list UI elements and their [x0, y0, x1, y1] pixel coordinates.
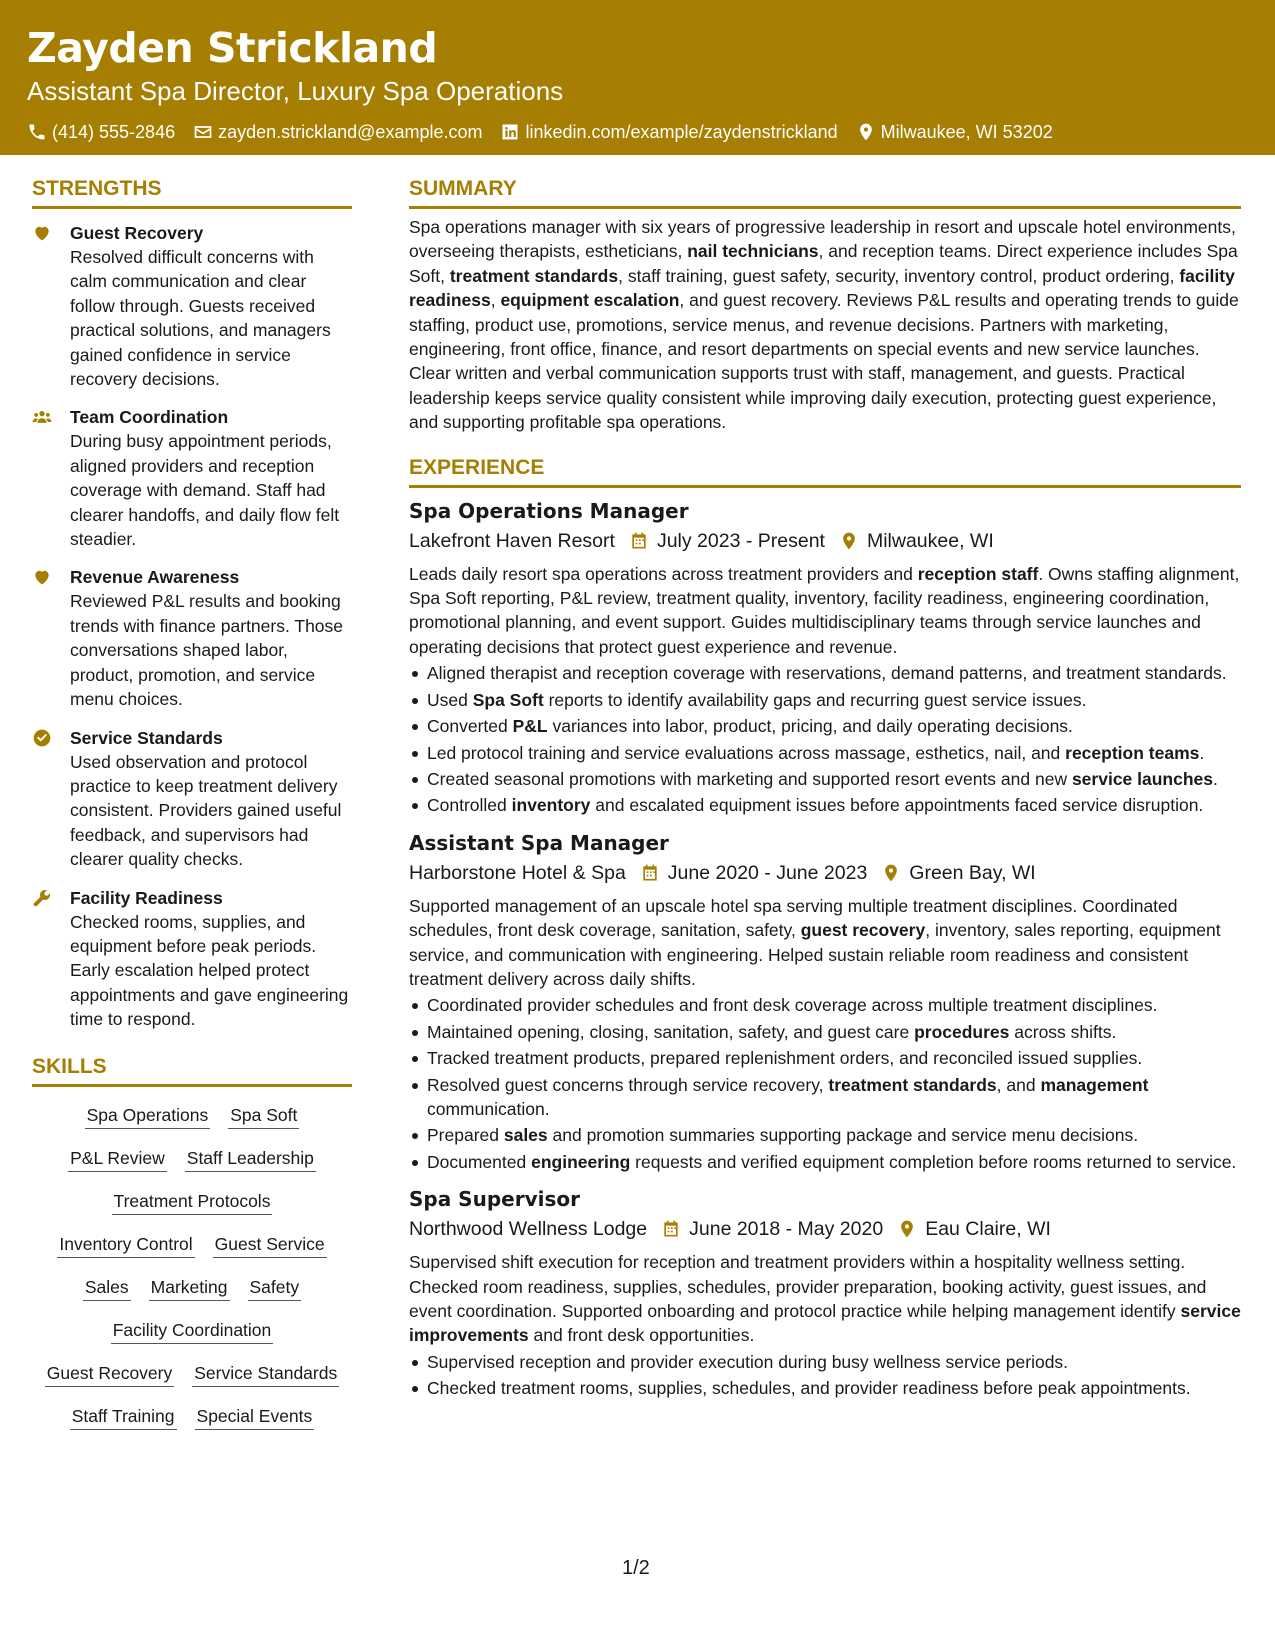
skill-tag: Guest Recovery	[45, 1361, 174, 1387]
heart-icon	[32, 567, 52, 587]
candidate-name: Zayden Strickland	[27, 24, 438, 72]
job-bullet: Checked treatment rooms, supplies, schedules, and provider readiness before peak appointments.	[409, 1376, 1241, 1400]
skill-tag: Spa Soft	[228, 1103, 299, 1129]
skill-tag: Marketing	[149, 1275, 230, 1301]
job-bullet: Prepared sales and promotion summaries supporting package and service menu decisions.	[409, 1123, 1241, 1147]
strength-body	[70, 565, 352, 711]
calendar-icon	[640, 863, 660, 883]
strength-item	[32, 726, 352, 872]
contact-phone[interactable]	[27, 120, 175, 144]
skill-tag: Safety	[248, 1275, 302, 1301]
strength-title: Service Standards	[70, 727, 223, 748]
linkedin-text: linkedin.com/example/zaydenstrickland	[525, 122, 838, 142]
contact-linkedin[interactable]	[500, 120, 837, 144]
page-number: 1/2	[622, 1557, 650, 1579]
strength-body	[70, 405, 352, 551]
skills-list	[32, 1103, 352, 1430]
skill-row	[32, 1146, 352, 1172]
strength-item	[32, 221, 352, 391]
skills-heading: SKILLS	[32, 1054, 352, 1087]
skill-row	[32, 1189, 352, 1215]
skill-tag: Service Standards	[192, 1361, 339, 1387]
skill-tag: Staff Training	[70, 1404, 177, 1430]
heart-icon	[32, 223, 52, 243]
strength-body	[70, 221, 352, 391]
strength-desc: Resolved difficult concerns with calm communication and clear follow through. Guests received practical solutions, and managers gained confidence in service recovery decisions.	[70, 247, 331, 390]
job-bullet: Supervised reception and provider execution during busy wellness service periods.	[409, 1350, 1241, 1374]
calendar-icon	[661, 1219, 681, 1239]
strength-title: Guest Recovery	[70, 223, 204, 243]
calendar-icon	[629, 531, 649, 551]
wrench-icon	[32, 888, 52, 908]
skill-row	[32, 1103, 352, 1129]
job-bullet: Resolved guest concerns through service recovery, treatment standards, and management communication.	[409, 1073, 1241, 1122]
left-column	[32, 176, 352, 1447]
skill-tag: Facility Coordination	[111, 1318, 274, 1344]
skill-row	[32, 1404, 352, 1430]
job-location: Green Bay, WI	[909, 861, 1036, 884]
candidate-title: Assistant Spa Director, Luxury Spa Operations	[27, 76, 564, 106]
job-company: Harborstone Hotel & Spa	[409, 861, 626, 884]
skill-tag: P&L Review	[68, 1146, 167, 1172]
job-entry	[409, 1184, 1241, 1400]
skill-tag: Sales	[83, 1275, 131, 1301]
strength-title: Team Coordination	[70, 407, 229, 428]
strength-item	[32, 565, 352, 711]
skill-tag: Spa Operations	[85, 1103, 211, 1129]
strength-desc: Checked rooms, supplies, and equipment before peak periods. Early escalation helped protect appointments and gave engineering time to respond.	[70, 911, 349, 1030]
right-column	[409, 176, 1241, 1403]
strengths-heading: STRENGTHS	[32, 176, 352, 209]
job-bullet: Coordinated provider schedules and front desk coverage across multiple treatment disciplines.	[409, 993, 1241, 1017]
contact-email[interactable]	[193, 120, 482, 144]
experience-list	[409, 496, 1241, 1401]
strength-body	[70, 726, 352, 872]
skill-tag: Special Events	[195, 1404, 315, 1430]
job-dates: June 2018 - May 2020	[689, 1218, 884, 1241]
job-bullets	[409, 1350, 1241, 1401]
strength-title: Facility Readiness	[70, 887, 223, 908]
resume-header	[0, 0, 1275, 155]
strength-item	[32, 886, 352, 1032]
strength-title: Revenue Awareness	[70, 567, 240, 588]
skill-row	[32, 1361, 352, 1387]
phone-icon	[27, 122, 47, 142]
job-bullet: Used Spa Soft reports to identify availability gaps and recurring guest service issues.	[409, 688, 1241, 712]
job-location: Milwaukee, WI	[866, 529, 994, 552]
job-title: Assistant Spa Manager	[409, 830, 669, 855]
linkedin-icon	[500, 122, 520, 142]
job-meta	[409, 858, 1241, 888]
job-dates: June 2020 - June 2023	[667, 861, 868, 884]
map-pin-icon	[881, 863, 901, 883]
skill-tag: Inventory Control	[57, 1232, 194, 1258]
strength-icon-wrap	[32, 565, 70, 711]
strength-desc: Reviewed P&L results and booking trends with finance partners. Those conversations shaped labor, product, promotion, and service menu choices.	[70, 591, 344, 710]
strength-item	[32, 405, 352, 551]
job-entry	[409, 828, 1241, 1174]
map-pin-icon	[839, 531, 859, 551]
job-bullets	[409, 993, 1241, 1174]
job-dates: July 2023 - Present	[656, 529, 825, 552]
strength-icon-wrap	[32, 221, 70, 391]
phone-text: (414) 555-2846	[52, 122, 176, 142]
strengths-list	[32, 221, 352, 1032]
map-pin-icon	[856, 122, 876, 142]
job-bullet: Aligned therapist and reception coverage with reservations, demand patterns, and treatment standards.	[409, 661, 1241, 685]
job-company: Lakefront Haven Resort	[409, 529, 615, 552]
contact-location	[856, 120, 1053, 144]
strength-desc: Used observation and protocol practice to keep treatment delivery consistent. Providers gained useful feedback, and supervisors had clearer quality checks.	[70, 751, 342, 870]
job-bullet: Created seasonal promotions with marketing and supported resort events and new service launches.	[409, 767, 1241, 791]
location-text: Milwaukee, WI 53202	[880, 122, 1053, 142]
email-text: zayden.strickland@example.com	[218, 122, 483, 142]
envelope-icon	[193, 122, 213, 142]
job-company: Northwood Wellness Lodge	[409, 1218, 648, 1241]
job-title: Spa Operations Manager	[409, 498, 689, 523]
job-description: Supported management of an upscale hotel spa serving multiple treatment disciplines. Coordinated schedules, front desk coverage, sanitation, safety, guest recovery, inventory, sales reporting, equipment service, and communication with engineering. Helped sustain reliable room readiness and consistent treatment delivery across daily shifts.	[409, 895, 1221, 989]
skill-row	[32, 1232, 352, 1258]
strength-icon-wrap	[32, 886, 70, 1032]
job-bullet: Tracked treatment products, prepared replenishment orders, and reconciled issued supplies.	[409, 1046, 1241, 1070]
job-title: Spa Supervisor	[409, 1187, 580, 1212]
job-location: Eau Claire, WI	[925, 1218, 1051, 1241]
skill-row	[32, 1275, 352, 1301]
skill-tag: Guest Service	[213, 1232, 327, 1258]
job-bullet: Controlled inventory and escalated equipment issues before appointments faced service disruption.	[409, 793, 1241, 817]
skill-tag: Staff Leadership	[185, 1146, 316, 1172]
job-bullet: Documented engineering requests and verified equipment completion before rooms returned to service.	[409, 1150, 1241, 1174]
summary-heading: SUMMARY	[409, 176, 1241, 209]
job-entry	[409, 496, 1241, 818]
job-bullet: Led protocol training and service evaluations across massage, esthetics, nail, and reception teams.	[409, 741, 1241, 765]
skill-row	[32, 1318, 352, 1344]
job-description: Supervised shift execution for reception and treatment providers within a hospitality wellness setting. Checked room readiness, supplies, schedules, provider preparation, booking activity, guest issues, and event coordination. Supported onboarding and protocol practice while helping management identify service improvements and front desk opportunities.	[409, 1252, 1241, 1346]
strength-desc: During busy appointment periods, aligned providers and reception coverage with demand. Staff had clearer handoffs, and daily flow felt steadier.	[70, 431, 340, 550]
job-bullets	[409, 661, 1241, 817]
experience-heading: EXPERIENCE	[409, 455, 1241, 488]
strength-icon-wrap	[32, 405, 70, 551]
strength-icon-wrap	[32, 726, 70, 872]
job-bullet: Converted P&L variances into labor, product, pricing, and daily operating decisions.	[409, 714, 1241, 738]
skill-tag: Treatment Protocols	[112, 1189, 273, 1215]
job-meta	[409, 526, 1241, 556]
contact-bar	[27, 120, 1248, 144]
summary-text: Spa operations manager with six years of progressive leadership in resort and upscale hotel environments, overseeing therapists, estheticians, nail technicians, and reception teams. Direct experience includes Spa Soft, treatment standards, staff training, guest safety, security, inventory control, product ordering, facility readiness, equipment escalation, and guest recovery. Reviews P&L results and operating trends to guide staffing, product use, promotions, service menus, and revenue decisions. Partners with marketing, engineering, front office, finance, and resort departments on special events and new service launches. Clear written and verbal communication supports trust with staff, management, and guests. Practical leadership keeps service quality consistent while improving daily execution, protecting guest experience, and supporting profitable spa operations.	[409, 217, 1239, 433]
map-pin-icon	[897, 1219, 917, 1239]
check-circle-icon	[32, 728, 52, 748]
job-description: Leads daily resort spa operations across treatment providers and reception staff. Owns staffing alignment, Spa Soft reporting, P&L review, treatment quality, inventory, facility readiness, engineering coordination, promotional planning, and event support. Guides multidisciplinary teams through service launches and operating decisions that protect guest experience and revenue.	[409, 563, 1240, 657]
strength-body	[70, 886, 352, 1032]
job-meta	[409, 1214, 1241, 1244]
users-icon	[32, 407, 52, 427]
job-bullet: Maintained opening, closing, sanitation, safety, and guest care procedures across shifts.	[409, 1020, 1241, 1044]
